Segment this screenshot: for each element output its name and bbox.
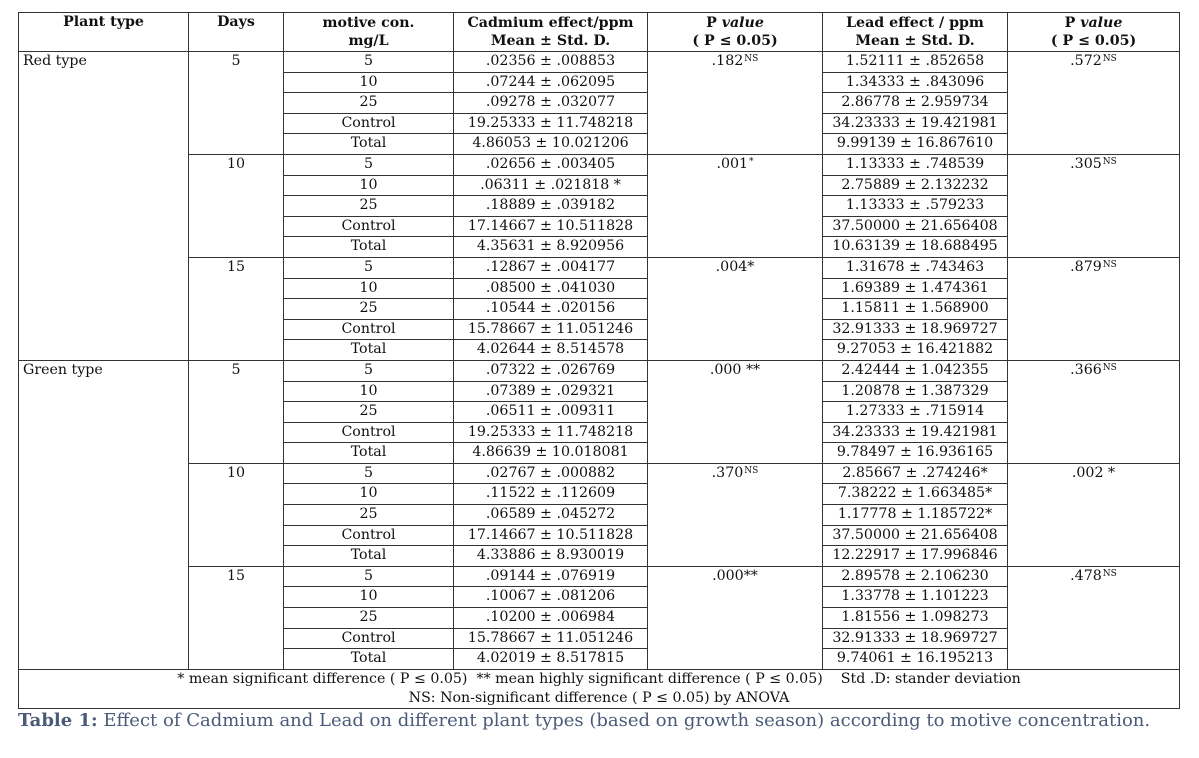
cadmium-cell: .02767 ± .000882: [454, 463, 648, 484]
cd-p-value-cell-value: .000 **: [709, 361, 761, 378]
lead-cell: 7.38222 ± 1.663485*: [823, 484, 1008, 505]
lead-cell: 34.23333 ± 19.421981: [823, 422, 1008, 443]
pb-p-value-cell-value: .879: [1070, 258, 1102, 275]
footnote-cell: [19, 669, 1180, 708]
pb-p-value-cell: [1008, 257, 1180, 360]
cadmium-cell: .12867 ± .004177: [454, 257, 648, 278]
lead-cell: 1.27333 ± .715914: [823, 402, 1008, 423]
lead-cell: 32.91333 ± 18.969727: [823, 628, 1008, 649]
cd-p-value-cell: [648, 360, 823, 463]
cadmium-cell: .07244 ± .062095: [454, 72, 648, 93]
cadmium-cell: 4.33886 ± 8.930019: [454, 546, 648, 567]
cadmium-cell: 15.78667 ± 11.051246: [454, 628, 648, 649]
significance-mark: NS: [744, 54, 759, 64]
cadmium-cell: .09144 ± .076919: [454, 566, 648, 587]
pb-p-value-cell: [1008, 463, 1180, 566]
days-cell: 15: [189, 257, 284, 360]
cd-p-value-cell: [648, 257, 823, 360]
cadmium-cell: .07322 ± .026769: [454, 360, 648, 381]
lead-cell: 1.34333 ± .843096: [823, 72, 1008, 93]
header-p-line2: ( P ≤ 0.05): [1050, 33, 1137, 49]
header-concentration: [284, 13, 454, 52]
header-pb-line1: Lead effect / ppm: [846, 15, 984, 31]
concentration-cell: Total: [284, 443, 454, 464]
lead-cell: 1.13333 ± .748539: [823, 154, 1008, 175]
table-row: [19, 257, 1180, 278]
cadmium-cell: .08500 ± .041030: [454, 278, 648, 299]
lead-cell: 9.74061 ± 16.195213: [823, 649, 1008, 670]
lead-cell: 9.78497 ± 16.936165: [823, 443, 1008, 464]
significance-mark: NS: [1102, 156, 1117, 167]
concentration-cell: Total: [284, 237, 454, 258]
days-cell: 5: [189, 52, 284, 155]
table-body: [19, 52, 1180, 670]
concentration-cell: Control: [284, 628, 454, 649]
cadmium-cell: .06589 ± .045272: [454, 505, 648, 526]
concentration-cell: 5: [284, 257, 454, 278]
cadmium-cell: 19.25333 ± 11.748218: [454, 422, 648, 443]
lead-cell: 1.33778 ± 1.101223: [823, 587, 1008, 608]
concentration-cell: 5: [284, 360, 454, 381]
significance-mark: NS: [1102, 362, 1117, 373]
lead-cell: 2.75889 ± 2.132232: [823, 175, 1008, 196]
concentration-cell: Control: [284, 113, 454, 134]
concentration-cell: 5: [284, 52, 454, 73]
days-cell: 10: [189, 463, 284, 566]
days-cell: 5: [189, 360, 284, 463]
lead-cell: 37.50000 ± 21.656408: [823, 525, 1008, 546]
pb-p-value-cell-value: .002 *: [1071, 464, 1116, 481]
concentration-cell: 5: [284, 463, 454, 484]
lead-cell: 1.31678 ± .743463: [823, 257, 1008, 278]
cd-p-value-cell: [648, 154, 823, 257]
concentration-cell: 25: [284, 93, 454, 114]
cadmium-cell: 17.14667 ± 10.511828: [454, 525, 648, 546]
cadmium-cell: 4.02019 ± 8.517815: [454, 649, 648, 670]
cadmium-cell: 19.25333 ± 11.748218: [454, 113, 648, 134]
significance-mark: *: [749, 156, 754, 167]
days-cell: 10: [189, 154, 284, 257]
table-row: [19, 463, 1180, 484]
header-lead: [823, 13, 1008, 52]
header-p-label: P: [706, 15, 717, 31]
pb-p-value-cell: [1008, 52, 1180, 155]
lead-cell: 1.17778 ± 1.185722*: [823, 505, 1008, 526]
lead-cell: 9.99139 ± 16.867610: [823, 134, 1008, 155]
lead-cell: 34.23333 ± 19.421981: [823, 113, 1008, 134]
days-cell: 15: [189, 566, 284, 669]
significance-mark: NS: [744, 465, 759, 476]
concentration-cell: 10: [284, 381, 454, 402]
lead-cell: 1.69389 ± 1.474361: [823, 278, 1008, 299]
results-table: [18, 12, 1180, 709]
header-p-italic: value: [721, 15, 764, 31]
header-row: [19, 13, 1180, 52]
pb-p-value-cell: [1008, 360, 1180, 463]
lead-cell: 1.52111 ± .852658: [823, 52, 1008, 73]
cadmium-cell: .07389 ± .029321: [454, 381, 648, 402]
concentration-cell: Total: [284, 340, 454, 361]
cd-p-value-cell-value: .001: [716, 155, 749, 172]
cd-p-value-cell: [648, 52, 823, 155]
footnote-line2: NS: Non-significant difference ( P ≤ 0.05) by ANOVA: [408, 689, 790, 706]
lead-cell: 32.91333 ± 18.969727: [823, 319, 1008, 340]
concentration-cell: Control: [284, 422, 454, 443]
cadmium-cell: 4.35631 ± 8.920956: [454, 237, 648, 258]
concentration-cell: Total: [284, 134, 454, 155]
pb-p-value-cell-value: .305: [1070, 155, 1102, 172]
lead-cell: 2.89578 ± 2.106230: [823, 566, 1008, 587]
cd-p-value-cell: [648, 566, 823, 669]
lead-cell: 2.86778 ± 2.959734: [823, 93, 1008, 114]
lead-cell: 12.22917 ± 17.996846: [823, 546, 1008, 567]
header-cd-line2: Mean ± Std. D.: [490, 33, 611, 49]
pb-p-value-cell: [1008, 154, 1180, 257]
header-conc-line2: mg/L: [348, 33, 389, 49]
concentration-cell: 5: [284, 566, 454, 587]
cadmium-cell: .02356 ± .008853: [454, 52, 648, 73]
concentration-cell: Total: [284, 546, 454, 567]
header-p-line2: ( P ≤ 0.05): [692, 33, 778, 49]
caption-text: Effect of Cadmium and Lead on different plant types (based on growth season) according to motive concentration.: [97, 709, 1151, 731]
lead-cell: 1.15811 ± 1.568900: [823, 299, 1008, 320]
table-row: [19, 360, 1180, 381]
cadmium-cell: 4.86053 ± 10.021206: [454, 134, 648, 155]
header-cadmium: [454, 13, 648, 52]
cadmium-cell: .18889 ± .039182: [454, 196, 648, 217]
lead-cell: 2.42444 ± 1.042355: [823, 360, 1008, 381]
header-pb-p-value: [1008, 13, 1180, 52]
cadmium-cell: 15.78667 ± 11.051246: [454, 319, 648, 340]
table-row: [19, 566, 1180, 587]
concentration-cell: 25: [284, 402, 454, 423]
lead-cell: 1.81556 ± 1.098273: [823, 608, 1008, 629]
significance-mark: NS: [1102, 568, 1117, 579]
significance-mark: NS: [1102, 259, 1117, 270]
concentration-cell: Control: [284, 319, 454, 340]
lead-cell: 2.85667 ± .274246*: [823, 463, 1008, 484]
cd-p-value-cell: [648, 463, 823, 566]
table-caption: [18, 710, 1180, 731]
lead-cell: 1.20878 ± 1.387329: [823, 381, 1008, 402]
table-container: [18, 12, 1180, 731]
caption-label: Table 1:: [18, 709, 98, 731]
table-row: [19, 52, 1180, 73]
header-p-italic: value: [1080, 15, 1123, 31]
significance-mark: NS: [1102, 54, 1117, 64]
concentration-cell: 25: [284, 608, 454, 629]
header-cd-line1: Cadmium effect/ppm: [467, 15, 634, 31]
cadmium-cell: 4.86639 ± 10.018081: [454, 443, 648, 464]
concentration-cell: 25: [284, 299, 454, 320]
header-days: [189, 13, 284, 52]
concentration-cell: Total: [284, 649, 454, 670]
cadmium-cell: .09278 ± .032077: [454, 93, 648, 114]
pb-p-value-cell-value: .572: [1070, 53, 1102, 69]
lead-cell: 37.50000 ± 21.656408: [823, 216, 1008, 237]
concentration-cell: 10: [284, 175, 454, 196]
concentration-cell: Control: [284, 525, 454, 546]
concentration-cell: 10: [284, 587, 454, 608]
header-cd-p-value: [648, 13, 823, 52]
cadmium-cell: .06511 ± .009311: [454, 402, 648, 423]
cadmium-cell: 17.14667 ± 10.511828: [454, 216, 648, 237]
cadmium-cell: .10544 ± .020156: [454, 299, 648, 320]
cadmium-cell: .06311 ± .021818 *: [454, 175, 648, 196]
concentration-cell: 10: [284, 278, 454, 299]
pb-p-value-cell-value: .366: [1070, 361, 1102, 378]
table-row: [19, 154, 1180, 175]
lead-cell: 9.27053 ± 16.421882: [823, 340, 1008, 361]
cadmium-cell: .11522 ± .112609: [454, 484, 648, 505]
cadmium-cell: .10067 ± .081206: [454, 587, 648, 608]
header-pb-line2: Mean ± Std. D.: [855, 33, 975, 49]
header-conc-line1: motive con.: [322, 15, 415, 31]
concentration-cell: Control: [284, 216, 454, 237]
header-plant-type: [19, 13, 189, 52]
cadmium-cell: .02656 ± .003405: [454, 154, 648, 175]
header-days-label: Days: [217, 14, 255, 30]
concentration-cell: 25: [284, 196, 454, 217]
header-p-label: P: [1064, 15, 1076, 31]
plant-type-cell: Green type: [19, 360, 189, 669]
cd-p-value-cell-value: .000**: [712, 567, 758, 584]
concentration-cell: 10: [284, 484, 454, 505]
concentration-cell: 10: [284, 72, 454, 93]
lead-cell: 1.13333 ± .579233: [823, 196, 1008, 217]
footnote-line1: * mean significant difference ( P ≤ 0.05) ** mean highly significant difference ( P ≤ 0.05) Std .D: stander deviation: [177, 670, 1021, 687]
concentration-cell: 25: [284, 505, 454, 526]
pb-p-value-cell-value: .478: [1070, 567, 1102, 584]
cadmium-cell: 4.02644 ± 8.514578: [454, 340, 648, 361]
plant-type-cell: Red type: [19, 52, 189, 361]
cd-p-value-cell-value: .004*: [715, 258, 755, 275]
concentration-cell: 5: [284, 154, 454, 175]
cd-p-value-cell-value: .182: [711, 53, 744, 69]
footnote-row: [19, 669, 1180, 708]
cadmium-cell: .10200 ± .006984: [454, 608, 648, 629]
pb-p-value-cell: [1008, 566, 1180, 669]
header-plant-type-label: Plant type: [63, 14, 144, 30]
cd-p-value-cell-value: .370: [711, 464, 744, 481]
lead-cell: 10.63139 ± 18.688495: [823, 237, 1008, 258]
